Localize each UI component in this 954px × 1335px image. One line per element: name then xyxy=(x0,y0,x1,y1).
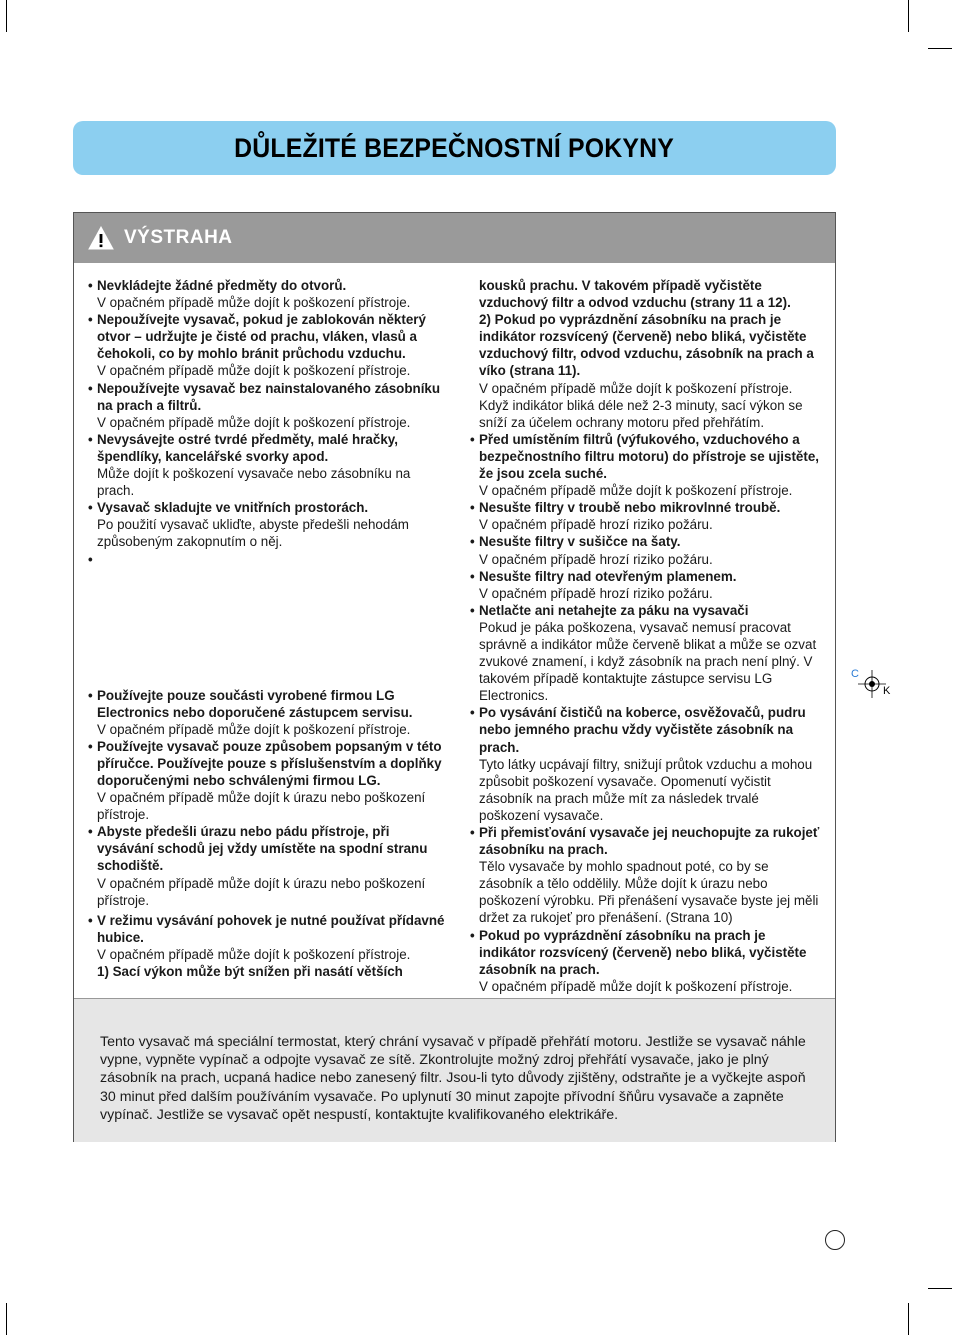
warning-item xyxy=(88,823,448,908)
bullet: • xyxy=(470,602,475,618)
warning-item xyxy=(88,380,448,431)
warning-item xyxy=(470,533,822,567)
crop-mark xyxy=(6,1303,7,1335)
page-number-circle xyxy=(825,1230,845,1250)
bullet: • xyxy=(88,312,93,328)
crop-mark xyxy=(928,1288,952,1289)
warning-item xyxy=(470,704,822,824)
bullet: • xyxy=(88,687,93,703)
warning-heading: Netlačte ani netahejte za páku na vysavači xyxy=(479,602,749,618)
warning-heading: Nepoužívejte vysavač, pokud je zablokován některý otvor – udržujte je čisté od prachu, vláken, vlasů a čehokoli, co by mohlo bránit průchodu vzduchu. xyxy=(97,312,426,362)
note-text: Tento vysavač má speciální termostat, který chrání vysavač v případě přehřátí motoru. Jestliže se vysavač náhle vypne, vypněte vypínač a odpojte vysavač ze sítě. Zkontrolujte možný zdroj přehřátí vysavače, jako je plný zásobník na prach, ucpaná hadice nebo zanesený filtr. Jsou-li tyto důvody zjištěny, odstraňte je a vyčkejte aspoň 30 minut před dalším používáním vysavače. Po uplynutí 30 minut zapojte přívodní šňůru vysavače a zapněte vypínač. Jestliže se vysavač opět nespustí, kontaktujte kvalifikovaného elektrikáře. xyxy=(100,1034,806,1123)
warning-text: V opačném případě může dojít k poškození přístroje. xyxy=(479,978,793,994)
blank-space xyxy=(88,551,448,687)
warning-heading: Nesušte filtry nad otevřeným plamenem. xyxy=(479,568,737,584)
warning-text: V opačném případě může dojít k poškození přístroje. xyxy=(97,295,411,311)
note-text: V opačném případě může dojít k poškození přístroje. Když indikátor bliká déle než 2-3 minuty, sací výkon se sníží za účelem ochrany motoru před přehřátím. xyxy=(479,380,803,430)
warning-item xyxy=(88,912,448,963)
note-heading: 2) Pokud po vyprázdnění zásobníku na prach je indikátor rozsvícený (červeně) nebo bliká, vyčistěte vzduchový filtr, odvod vzduchu, zásobník na prach a víko (strana 11). xyxy=(479,312,814,379)
bullet: • xyxy=(88,824,93,840)
warning-box xyxy=(73,212,836,1142)
warning-text: V opačném případě může dojít k poškození přístroje. xyxy=(97,946,411,962)
bullet: • xyxy=(470,705,475,721)
registration-label-k: K xyxy=(883,685,891,697)
warning-heading: Před umístěním filtrů (výfukového, vzduchového a bezpečnostního filtru motoru) do přístroje se ujistěte, že jsou zcela suché. xyxy=(479,431,819,482)
warning-text: Po použití vysavač ukliďte, abyste předešli nehodám způsobeným zakopnutím o něj. xyxy=(97,517,409,550)
warning-text: V opačném případě hrozí riziko požáru. xyxy=(479,585,713,601)
warning-heading: Po vysávání čističů na koberce, osvěžovačů, pudru nebo jemného prachu vždy vyčistěte zásobník na prach. xyxy=(479,705,806,755)
warning-text: V opačném případě může dojít k poškození přístroje. xyxy=(97,414,411,430)
warning-text: V opačném případě může dojít k úrazu nebo poškození přístroje. xyxy=(97,790,426,823)
bullet: • xyxy=(88,431,93,447)
warning-item xyxy=(88,277,448,311)
warning-heading: Nevkládejte žádné předměty do otvorů. xyxy=(97,278,347,293)
warning-text: V opačném případě hrozí riziko požáru. xyxy=(479,517,713,533)
warning-heading: Nesušte filtry v troubě nebo mikrovlnné troubě. xyxy=(479,500,781,516)
crop-mark xyxy=(908,0,909,32)
warning-item xyxy=(88,431,448,499)
crop-mark xyxy=(928,48,952,49)
warning-heading: Používejte pouze součásti vyrobené firmou LG Electronics nebo doporučené zástupcem servisu. xyxy=(97,687,413,720)
warning-item xyxy=(470,568,822,602)
registration-mark-icon xyxy=(858,670,886,698)
warning-heading: Pokud po vyprázdnění zásobníku na prach je indikátor rozsvícený (červeně) nebo bliká, vyčistěte zásobník na prach. xyxy=(479,927,807,977)
warning-heading: V režimu vysávání pohovek je nutné používat přídavné hubice. xyxy=(97,912,445,945)
note-heading: kousků prachu. V takovém případě vyčistěte vzduchový filtr a odvod vzduchu (strany 11 a 12). xyxy=(479,278,791,311)
warning-item xyxy=(470,602,822,705)
warning-text: Může dojít k poškození vysavače nebo zásobníku na prach. xyxy=(97,466,411,499)
registration-label-c: C xyxy=(851,668,859,680)
bullet: • xyxy=(470,431,475,447)
warning-item xyxy=(88,311,448,379)
thermostat-note xyxy=(74,998,835,1142)
warning-triangle-icon xyxy=(88,226,114,250)
warning-heading: Vysavač skladujte ve vnitřních prostorách. xyxy=(97,500,369,516)
bullet: • xyxy=(470,927,475,943)
bullet: • xyxy=(88,500,93,516)
warning-item xyxy=(88,499,448,550)
bullet: • xyxy=(88,551,93,567)
warning-title: VÝSTRAHA xyxy=(124,227,233,248)
warning-text: V opačném případě může dojít k poškození přístroje. xyxy=(97,363,411,379)
warning-item xyxy=(470,824,822,927)
note-1-text: 1) Sací výkon může být snížen při nasátí větších xyxy=(97,964,403,979)
warning-text: V opačném případě může dojít k úrazu nebo poškození přístroje. xyxy=(97,875,426,908)
bullet: • xyxy=(88,278,93,293)
bullet: • xyxy=(470,500,475,516)
warning-heading: Nevysávejte ostré tvrdé předměty, malé hračky, špendlíky, kancelářské svorky apod. xyxy=(97,431,398,464)
title-banner xyxy=(73,121,836,175)
warning-text: Tyto látky ucpávají filtry, snižují průtok vzduchu a mohou způsobit poškození vysavače. Opomenutí vyčistit zásobník na prach může mít za následek trvalé poškození vysavače. xyxy=(479,756,813,823)
warning-heading: Při přemisťování vysavače jej neuchopujte za rukojeť zásobníku na prach. xyxy=(479,825,820,858)
warning-heading: Nepoužívejte vysavač bez nainstalovaného zásobníku na prach a filtrů. xyxy=(97,380,441,413)
warning-item xyxy=(88,687,448,738)
warning-item xyxy=(88,738,448,823)
page-title: DŮLEŽITÉ BEZPEČNOSTNÍ POKYNY xyxy=(234,132,675,163)
warning-text: Pokud je páka poškozena, vysavač nemusí pracovat správně a indikátor může červeně blikat a může se ozvat zvukové znamení, i když zásobník na prach není plný. V takovém případě kontaktujte zástupce servisu LG Electronics. xyxy=(479,619,817,704)
bullet: • xyxy=(470,825,475,840)
warning-header xyxy=(74,213,835,263)
bullet: • xyxy=(88,738,93,754)
warning-item xyxy=(470,499,822,533)
warning-text: V opačném případě může dojít k poškození přístroje. xyxy=(97,721,411,737)
warning-text: Tělo vysavače by mohlo spadnout poté, co by se zásobník a tělo oddělily. Může dojít k úrazu nebo poškození výrobku. Při přenášení vysavače byste jej měli držet za rukojeť pro přenášení. (Strana 10) xyxy=(479,859,819,926)
warning-item xyxy=(470,431,822,499)
bullet: • xyxy=(88,912,93,928)
warning-item xyxy=(470,927,822,995)
warning-heading: Nesušte filtry v sušičce na šaty. xyxy=(479,534,681,550)
bullet: • xyxy=(88,380,93,396)
bullet: • xyxy=(470,534,475,550)
warning-text: V opačném případě hrozí riziko požáru. xyxy=(479,551,713,567)
crop-mark xyxy=(6,0,7,32)
right-column xyxy=(470,277,822,995)
warning-heading: Používejte vysavač pouze způsobem popsaným v této příručce. Používejte pouze s příslušenstvím a doplňky doporučenými nebo schválenými firmou LG. xyxy=(97,738,442,788)
warning-heading: Abyste předešli úrazu nebo pádu přístroje, při vysávání schodů jej vždy umístěte na spodní stranu schodiště. xyxy=(97,824,428,874)
bullet: • xyxy=(470,568,475,584)
warning-text: V opačném případě může dojít k poškození přístroje. xyxy=(479,483,793,499)
left-column xyxy=(88,277,448,980)
crop-mark xyxy=(908,1303,909,1335)
